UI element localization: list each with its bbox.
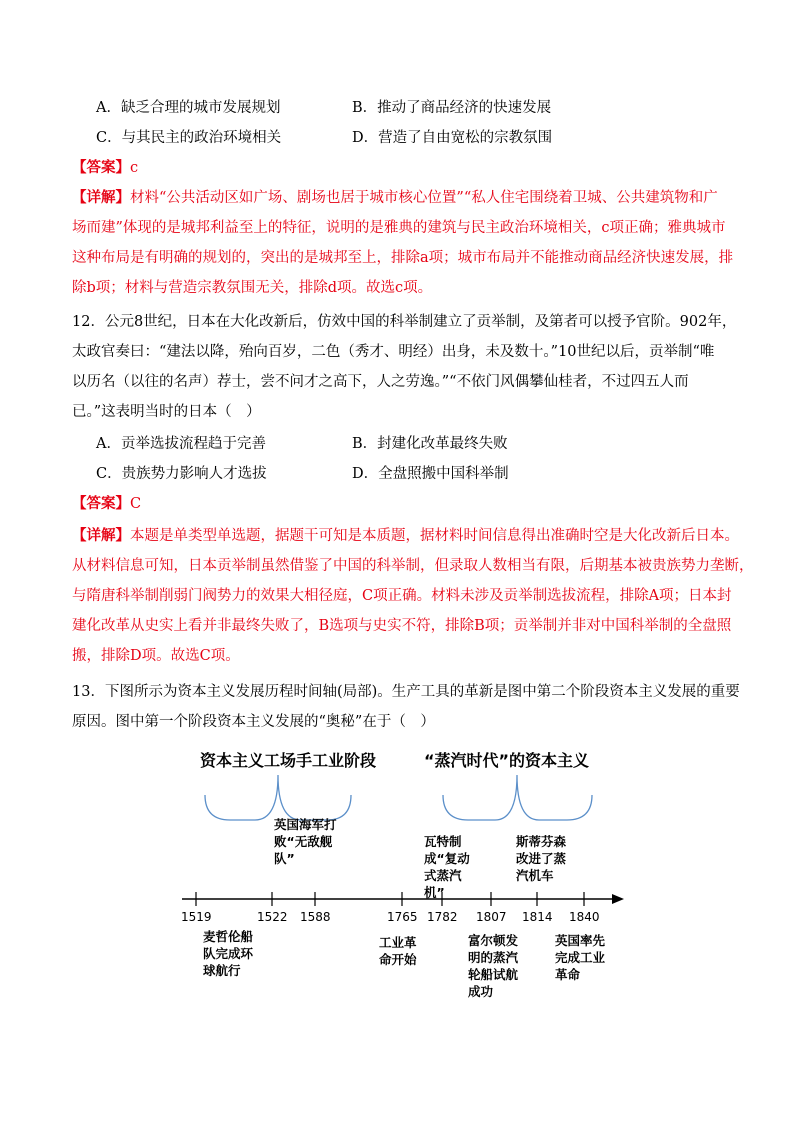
event-1588: 英国海军打败“无敌舰队” bbox=[274, 817, 337, 866]
q12-option-b: B．封建化改革最终失败 bbox=[352, 436, 508, 452]
q11-option-b: B．推动了商品经济的快速发展 bbox=[352, 100, 552, 116]
q13-stem-line: 13．下图所示为资本主义发展历程时间轴(局部)。生产工具的革新是图中第二个阶段资本主义发展的重要 bbox=[72, 684, 740, 700]
q11-detail-line: 【详解】材料“公共活动区如广场、剧场也居于城市核心位置”“私人住宅围绕着卫城、公共建筑物和广 bbox=[72, 189, 718, 206]
q12-answer: 【答案】C bbox=[72, 495, 142, 512]
q12-stem-line: 以历名（以往的名声）荐士，尝不问才之高下，人之劳逸。”“不依门风偶攀仙桂者，不过四五人而 bbox=[72, 374, 689, 390]
q12-option-c: C．贵族势力影响人才选拔 bbox=[96, 466, 267, 482]
q11-option-a: A．缺乏合理的城市发展规划 bbox=[96, 100, 281, 116]
q12-detail-line: 与隋唐科举制削弱门阀势力的效果大相径庭，C项正确。材料未涉及贡举制选拔流程，排除A项；日本封 bbox=[72, 588, 732, 604]
timeline-year-label: 1807 bbox=[476, 910, 507, 924]
stage1-title: 资本主义工场手工业阶段 bbox=[200, 751, 377, 770]
q11-option-c: C．与其民主的政治环境相关 bbox=[96, 130, 282, 146]
event-1782: 瓦特制成“复动式蒸汽机” bbox=[424, 834, 470, 900]
q12-option-d: D．全盘照搬中国科举制 bbox=[352, 466, 509, 482]
timeline-year-label: 1519 bbox=[181, 910, 212, 924]
stage2-title: “蒸汽时代”的资本主义 bbox=[424, 751, 590, 770]
stage2-brace bbox=[443, 775, 592, 820]
event-1807: 富尔顿发明的蒸汽轮船试航成功 bbox=[468, 933, 519, 999]
q11-detail-line: 除b项；材料与营造宗教氛围无关，排除d项。故选c项。 bbox=[72, 280, 433, 296]
event-1814: 斯蒂芬森改进了蒸汽机车 bbox=[516, 834, 567, 883]
timeline-year-label: 1765 bbox=[387, 910, 418, 924]
timeline-year-label: 1782 bbox=[427, 910, 458, 924]
event-1765: 工业革命开始 bbox=[379, 935, 417, 967]
q12-option-a: A．贡举选拔流程趋于完善 bbox=[96, 436, 266, 452]
q12-stem-line: 12．公元8世纪，日本在大化改新后，仿效中国的科举制建立了贡举制，及第者可以授予官阶。902年， bbox=[72, 314, 737, 330]
q11-option-d: D．营造了自由宽松的宗教氛围 bbox=[352, 130, 553, 146]
timeline-year-label: 1840 bbox=[569, 910, 600, 924]
q11-detail-line: 场而建”体现的是城邦利益至上的特征，说明的是雅典的建筑与民主政治环境相关，c项正确；雅典城市 bbox=[72, 220, 726, 236]
q11-detail-line: 这种布局是有明确的规划的，突出的是城邦至上，排除a项；城市布局并不能推动商品经济快速发展，排 bbox=[72, 250, 734, 266]
q12-detail-line: 【详解】本题是单类型单选题，据题干可知是本质题，据材料时间信息得出准确时空是大化改新后日本。 bbox=[72, 527, 739, 544]
q12-stem-line: 太政官奏曰：“建法以降，殆向百岁，二色（秀才、明经）出身，未及数十。”10世纪以后，贡举制“唯 bbox=[72, 344, 715, 360]
timeline-year-label: 1814 bbox=[522, 910, 553, 924]
q12-detail-line: 建化改革从史实上看并非最终失败了，B选项与史实不符，排除B项；贡举制并非对中国科举制的全盘照 bbox=[72, 618, 732, 634]
timeline-year-label: 1522 bbox=[257, 910, 288, 924]
q12-stem-line: 已。”这表明当时的日本（ ） bbox=[72, 404, 261, 420]
event-1840: 英国率先完成工业革命 bbox=[555, 933, 606, 982]
event-1522: 麦哲伦船队完成环球航行 bbox=[203, 929, 254, 978]
q12-detail-line: 搬，排除D项。故选C项。 bbox=[72, 648, 240, 664]
q11-answer: 【答案】c bbox=[72, 159, 139, 176]
q13-stem-line: 原因。图中第一个阶段资本主义发展的“奥秘”在于（ ） bbox=[72, 714, 435, 730]
stage1-brace bbox=[205, 775, 351, 820]
timeline-year-label: 1588 bbox=[300, 910, 331, 924]
q12-detail-line: 从材料信息可知，日本贡举制虽然借鉴了中国的科举制，但录取人数相当有限，后期基本被贵族势力垄断， bbox=[72, 558, 754, 574]
timeline-arrow-icon bbox=[612, 894, 624, 904]
